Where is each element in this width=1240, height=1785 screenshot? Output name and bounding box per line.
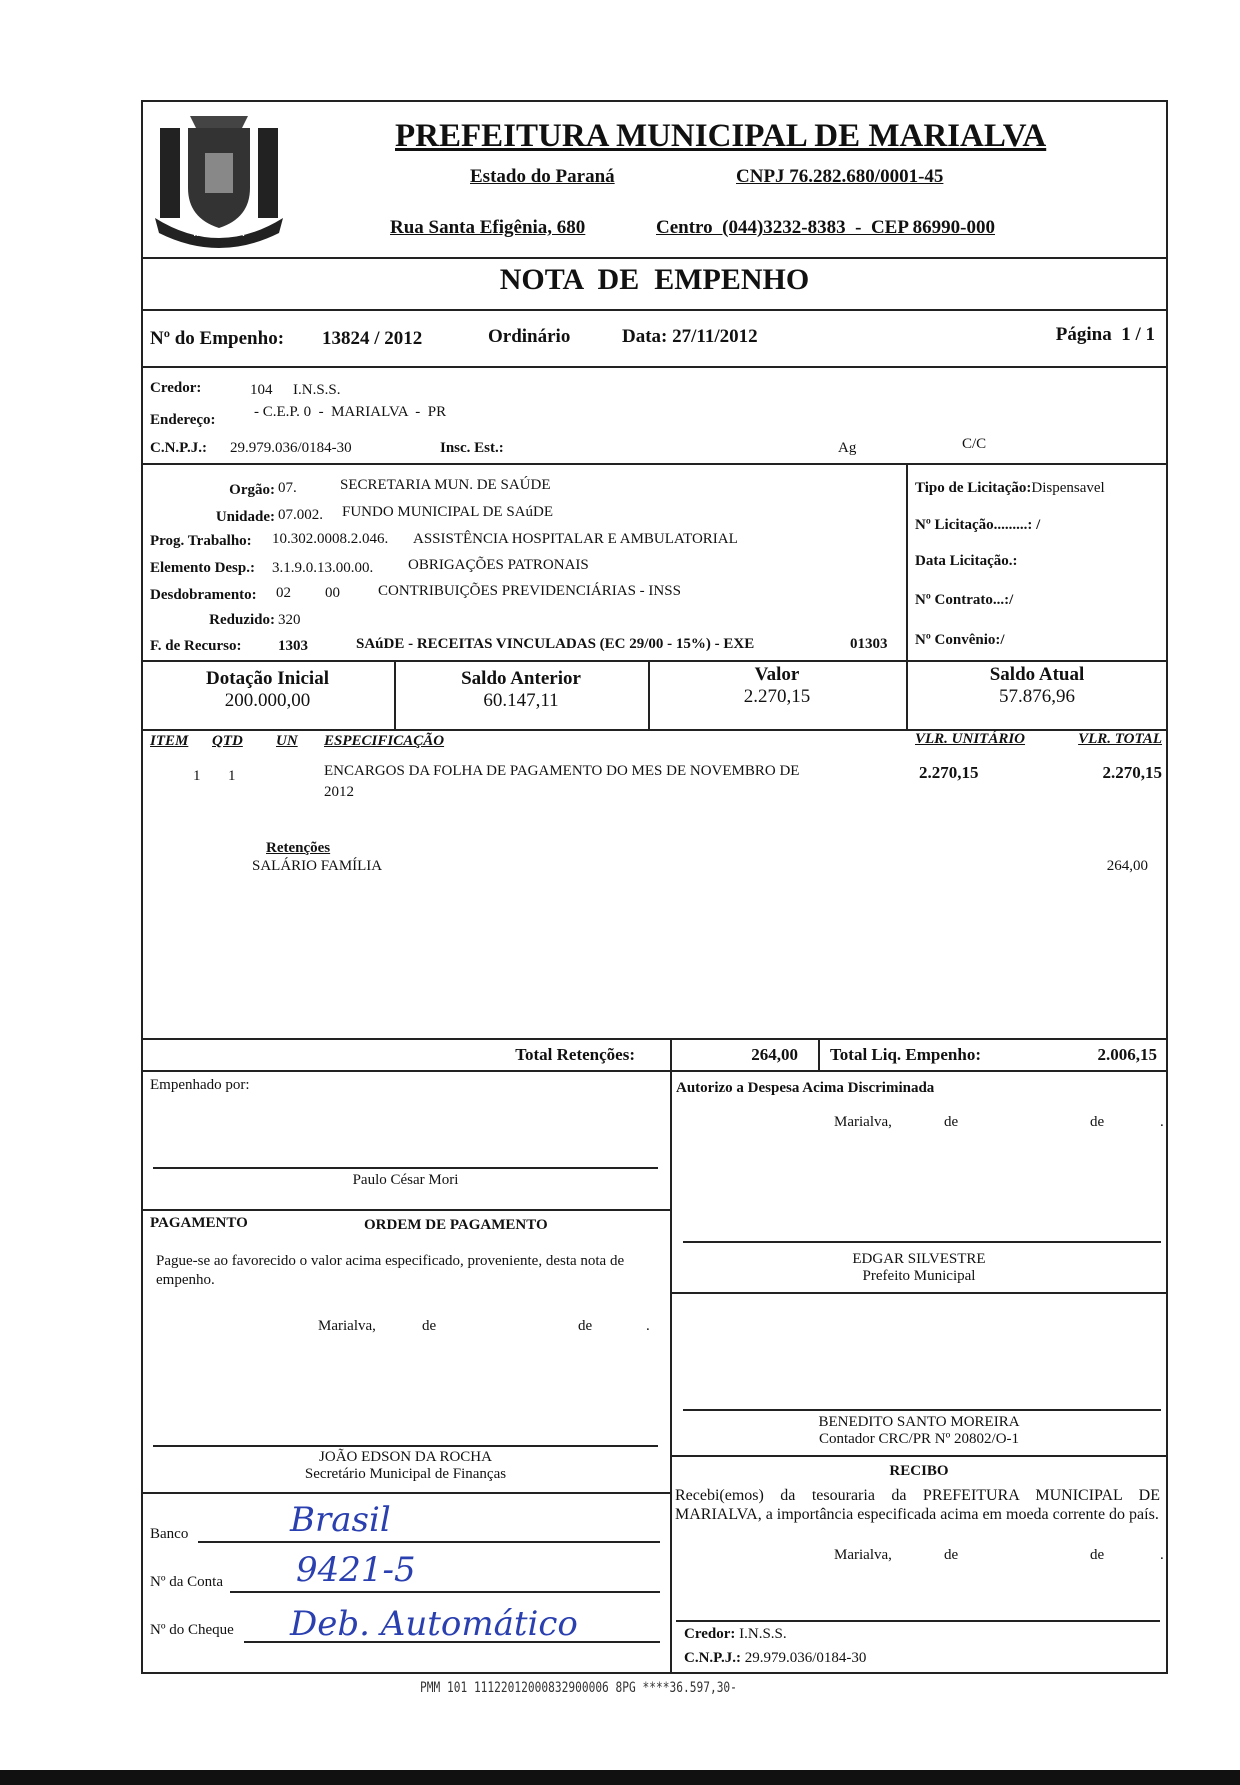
licitacao-type-label: Tipo de Licitação: (915, 480, 1032, 496)
prog-label: Prog. Trabalho: (150, 533, 252, 549)
recurso-code: 1303 (278, 638, 308, 654)
saldo-atual (906, 664, 1168, 708)
contador-signature (670, 1414, 1168, 1448)
scan-border (0, 1770, 1240, 1785)
unidade-code: 07.002. (278, 507, 323, 523)
autorizo-de: de (944, 1114, 959, 1130)
pagamento-label: PAGAMENTO (150, 1215, 248, 1231)
saldo-valor (648, 664, 906, 708)
credor-cnpj: 29.979.036/0184-30 (230, 440, 352, 456)
unidade-name: FUNDO MUNICIPAL DE SAúDE (342, 504, 553, 520)
autorizo-city: Marialva, (834, 1114, 892, 1130)
item-description-cont: 2012 (324, 784, 354, 800)
saldo-dotacao (141, 668, 394, 712)
secretario-role: Secretário Municipal de Finanças (304, 1466, 507, 1482)
saldo-value: 2.270,15 (743, 686, 811, 707)
reduzido-label: Reduzido: (209, 612, 275, 628)
total-liquido-value: 2.006,15 (1097, 1045, 1157, 1064)
total-liquido-label: Total Liq. Empenho: (830, 1045, 981, 1064)
svg-text:MARIALVA: MARIALVA (193, 228, 245, 239)
item-qtd: 1 (228, 768, 236, 784)
state-label: Estado do Paraná (470, 166, 615, 187)
saldo-anterior (394, 668, 648, 712)
recurso-label: F. de Recurso: (150, 638, 242, 654)
convenio-number: Nº Convênio:/ (915, 632, 1005, 648)
bank-stamp: PMM 101 11122012000832900006 8PG ****36.597,30- (420, 1680, 737, 1696)
item-total-value: 2.270,15 (1102, 763, 1162, 782)
saldo-label: Dotação Inicial (206, 668, 329, 689)
account-label: C/C (962, 436, 987, 452)
elemento-code: 3.1.9.0.13.00.00. (272, 560, 374, 576)
saldo-value: 200.000,00 (224, 690, 311, 711)
item-number: 1 (193, 768, 201, 784)
empenho-label: Nº do Empenho: (150, 328, 285, 349)
retencoes-label: Retenções (266, 840, 331, 856)
desdobramento-label: Desdobramento: (150, 587, 257, 603)
recibo-cnpj (684, 1650, 866, 1667)
elemento-label: Elemento Desp.: (150, 560, 255, 576)
licitacao-type-value: Dispensavel (1031, 480, 1105, 496)
address-label: Endereço: (150, 412, 216, 428)
orgao-name: SECRETARIA MUN. DE SAÚDE (340, 477, 551, 493)
recibo-cnpj-value: 29.979.036/0184-30 (744, 1650, 867, 1666)
ordem-pagamento-label: ORDEM DE PAGAMENTO (364, 1217, 548, 1233)
licitacao-date: Data Licitação.: (915, 553, 1018, 569)
municipality-title: PREFEITURA MUNICIPAL DE MARIALVA (395, 118, 1047, 154)
contador-name: BENEDITO SANTO MOREIRA (818, 1414, 1020, 1430)
total-retencoes-label: Total Retenções: (515, 1045, 635, 1064)
retencao-name: SALÁRIO FAMÍLIA (252, 858, 383, 874)
empenho-number: 13824 / 2012 (322, 328, 423, 349)
recibo-city: Marialva, (834, 1547, 892, 1563)
empenhado-label: Empenhado por: (150, 1077, 250, 1093)
pagamento-text: Pague-se ao favorecido o valor acima especificado, proveniente, desta nota de empenho. (156, 1253, 625, 1288)
col-total-value: VLR. TOTAL (1078, 731, 1162, 747)
recibo-text: Recebi(emos) da tesouraria da PREFEITURA MUNICIPAL DE MARIALVA, a importância especificada acima em moeda corrente do país. (675, 1487, 1160, 1523)
autorizo-label: Autorizo a Despesa Acima Discriminada (676, 1080, 935, 1096)
banco-handwritten: Brasil (290, 1500, 391, 1540)
conta-label: Nº da Conta (150, 1574, 223, 1590)
desdobramento-code2: 00 (325, 585, 340, 601)
autorizo-de: de (1090, 1114, 1105, 1130)
unidade-label: Unidade: (215, 509, 275, 525)
saldo-label: Saldo Anterior (461, 668, 581, 689)
prog-code: 10.302.0008.2.046. (272, 531, 389, 547)
desdobramento-name: CONTRIBUIÇÕES PREVIDENCIÁRIAS - INSS (378, 583, 681, 599)
col-un: UN (276, 733, 298, 749)
recurso-number: 01303 (850, 636, 888, 652)
total-retencoes-value: 264,00 (751, 1045, 798, 1064)
pagamento-de: de (422, 1318, 437, 1334)
recibo-credor (684, 1626, 787, 1643)
pagamento-dot: . (646, 1318, 650, 1334)
prefeito-name: EDGAR SILVESTRE (852, 1251, 986, 1267)
agency-label: Ag (838, 440, 857, 456)
document-title: NOTA DE EMPENHO (499, 263, 810, 296)
col-qtd: QTD (212, 733, 243, 749)
cnpj-header: CNPJ 76.282.680/0001-45 (736, 166, 944, 187)
cheque-label: Nº do Cheque (150, 1622, 234, 1638)
col-especificacao: ESPECIFICAÇÃO (324, 733, 445, 749)
elemento-name: OBRIGAÇÕES PATRONAIS (408, 557, 589, 573)
coat-of-arms-icon (150, 108, 288, 258)
orgao-label: Orgão: (229, 482, 275, 498)
cnpj-label: C.N.P.J.: (150, 440, 207, 456)
pagamento-city: Marialva, (318, 1318, 376, 1334)
empenho-type: Ordinário (488, 326, 571, 347)
saldo-value: 57.876,96 (999, 686, 1075, 707)
saldo-value: 60.147,11 (483, 690, 559, 711)
insc-label: Insc. Est.: (440, 440, 504, 456)
recibo-de: de (1090, 1547, 1105, 1563)
recibo-dot: . (1160, 1547, 1164, 1563)
desdobramento-code1: 02 (276, 585, 291, 601)
prefeito-role: Prefeito Municipal (862, 1268, 976, 1284)
empenhado-name: Paulo César Mori (352, 1172, 459, 1188)
credor-address: - C.E.P. 0 - MARIALVA - PR (254, 404, 447, 420)
empenho-date: Data: 27/11/2012 (622, 326, 758, 347)
licitacao-number: Nº Licitação.........: / (915, 517, 1041, 533)
recibo-title: RECIBO (889, 1463, 949, 1479)
cheque-handwritten: Deb. Automático (290, 1604, 578, 1644)
saldo-label: Saldo Atual (989, 664, 1085, 685)
orgao-code: 07. (278, 480, 297, 496)
prefeito-signature (670, 1251, 1168, 1285)
col-unit-value: VLR. UNITÁRIO (915, 731, 1026, 747)
secretario-signature (153, 1449, 658, 1483)
item-unit-value: 2.270,15 (919, 763, 979, 782)
recibo-credor-name: I.N.S.S. (739, 1626, 787, 1642)
recurso-name: SAúDE - RECEITAS VINCULADAS (EC 29/00 - 15%) - EXE (356, 636, 755, 652)
licitacao-type (915, 480, 1105, 497)
page-number: Página 1 / 1 (1055, 324, 1155, 345)
contact-header: Centro (044)3232-8383 - CEP 86990-000 (656, 217, 995, 238)
autorizo-dot: . (1160, 1114, 1164, 1130)
saldo-label: Valor (754, 664, 800, 685)
prog-name: ASSISTÊNCIA HOSPITALAR E AMBULATORIAL (413, 531, 738, 547)
credor-name: I.N.S.S. (293, 382, 341, 398)
recibo-credor-label: Credor: (684, 1626, 736, 1642)
col-item: ITEM (150, 733, 189, 749)
contador-role: Contador CRC/PR Nº 20802/O-1 (818, 1431, 1020, 1447)
credor-label: Credor: (150, 380, 202, 396)
retencao-value: 264,00 (1106, 858, 1148, 874)
credor-code: 104 (250, 382, 273, 398)
banco-label: Banco (150, 1526, 189, 1542)
pagamento-de: de (578, 1318, 593, 1334)
recibo-de: de (944, 1547, 959, 1563)
reduzido-value: 320 (278, 612, 301, 628)
conta-handwritten: 9421-5 (296, 1550, 416, 1590)
contrato-number: Nº Contrato...:/ (915, 592, 1014, 608)
secretario-name: JOÃO EDSON DA ROCHA (319, 1449, 492, 1465)
recibo-cnpj-label: C.N.P.J.: (684, 1650, 741, 1666)
address-header: Rua Santa Efigênia, 680 (390, 217, 586, 238)
item-description: ENCARGOS DA FOLHA DE PAGAMENTO DO MES DE NOVEMBRO DE (324, 763, 800, 779)
